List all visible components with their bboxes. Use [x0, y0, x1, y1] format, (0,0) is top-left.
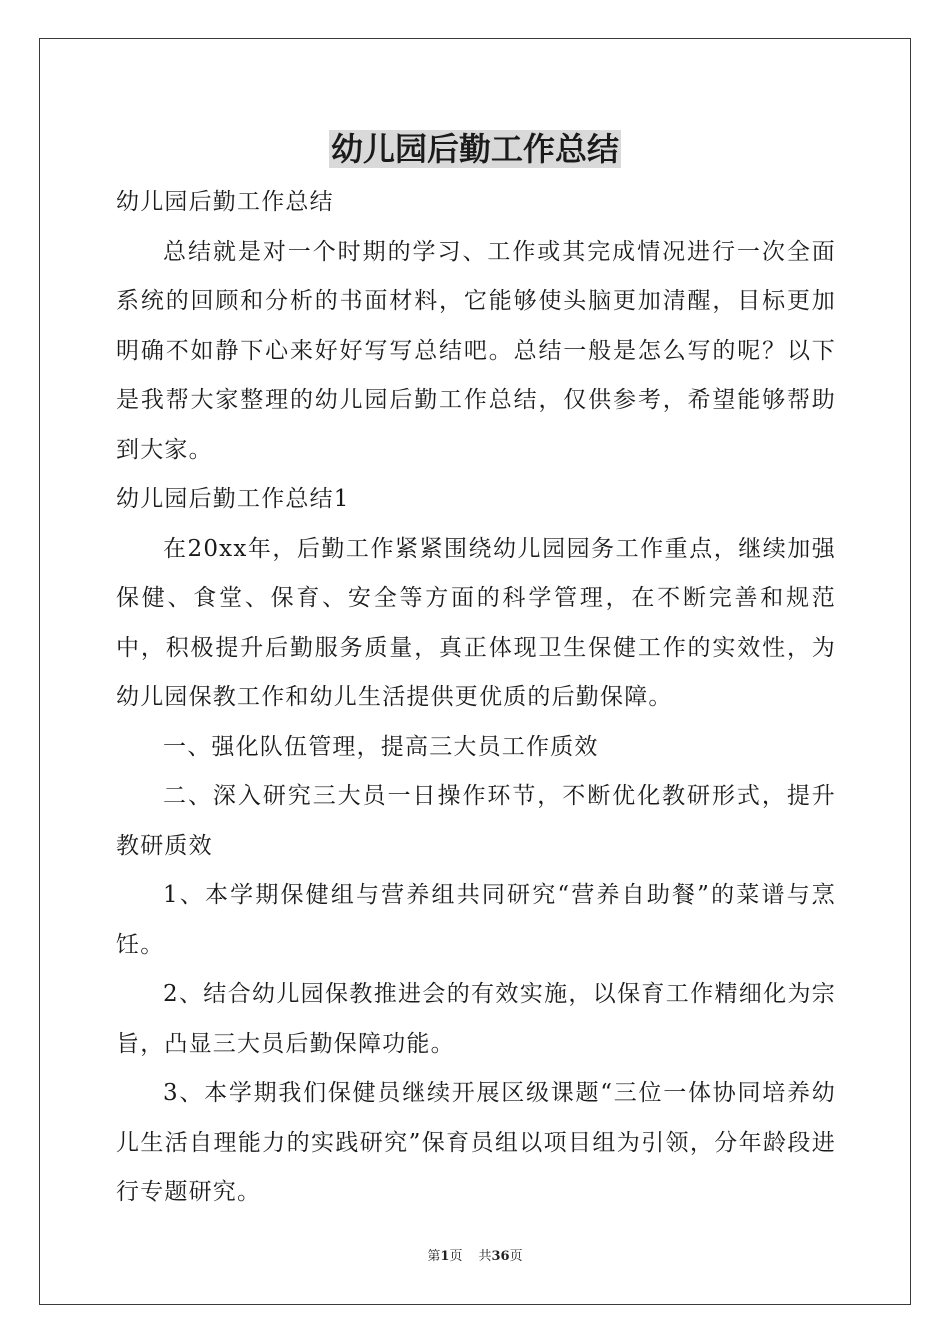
footer-page-suffix: 页	[449, 1249, 463, 1264]
document-title-text: 幼儿园后勤工作总结	[330, 130, 619, 168]
paragraph-item-one: 一、强化队伍管理，提高三大员工作质效	[163, 733, 599, 760]
paragraph-point-2: 2、结合幼儿园保教推进会的有效实施，以保育工作精细化为宗旨，凸显三大员后勤保障功能。	[116, 981, 836, 1057]
footer-page-prefix: 第	[427, 1249, 441, 1264]
paragraph-intro: 总结就是对一个时期的学习、工作或其完成情况进行一次全面系统的回顾和分析的书面材料，它能够使头脑更加清醒，目标更加明确不如静下心来好好写写总结吧。总结一般是怎么写的呢？以下是我帮大家整理的幼儿园后勤工作总结，仅供参考，希望能够帮助到大家。	[116, 238, 836, 463]
document-body	[116, 178, 836, 1218]
footer-total-pages: 36	[491, 1249, 510, 1264]
document-title	[0, 126, 950, 172]
paragraph-overview: 在20xx年，后勤工作紧紧围绕幼儿园园务工作重点，继续加强保健、食堂、保育、安全等方面的科学管理，在不断完善和规范中，积极提升后勤服务质量，真正体现卫生保健工作的实效性，为幼儿园保教工作和幼儿生活提供更优质的后勤保障。	[116, 535, 836, 710]
paragraph-subtitle: 幼儿园后勤工作总结	[116, 189, 334, 215]
paragraph-point-3: 3、本学期我们保健员继续开展区级课题“三位一体协同培养幼儿生活自理能力的实践研究”保育员组以项目组为引领，分年龄段进行专题研究。	[116, 1080, 836, 1205]
footer-total-prefix: 共	[478, 1249, 492, 1264]
page-footer	[0, 1248, 950, 1266]
footer-page-number: 1	[440, 1249, 450, 1264]
paragraph-item-two: 二、深入研究三大员一日操作环节，不断优化教研形式，提升教研质效	[116, 783, 836, 859]
footer-total-suffix: 页	[509, 1249, 523, 1264]
paragraph-section-heading: 幼儿园后勤工作总结1	[116, 486, 350, 512]
paragraph-point-1: 1、本学期保健组与营养组共同研究“营养自助餐”的菜谱与烹饪。	[116, 882, 836, 958]
